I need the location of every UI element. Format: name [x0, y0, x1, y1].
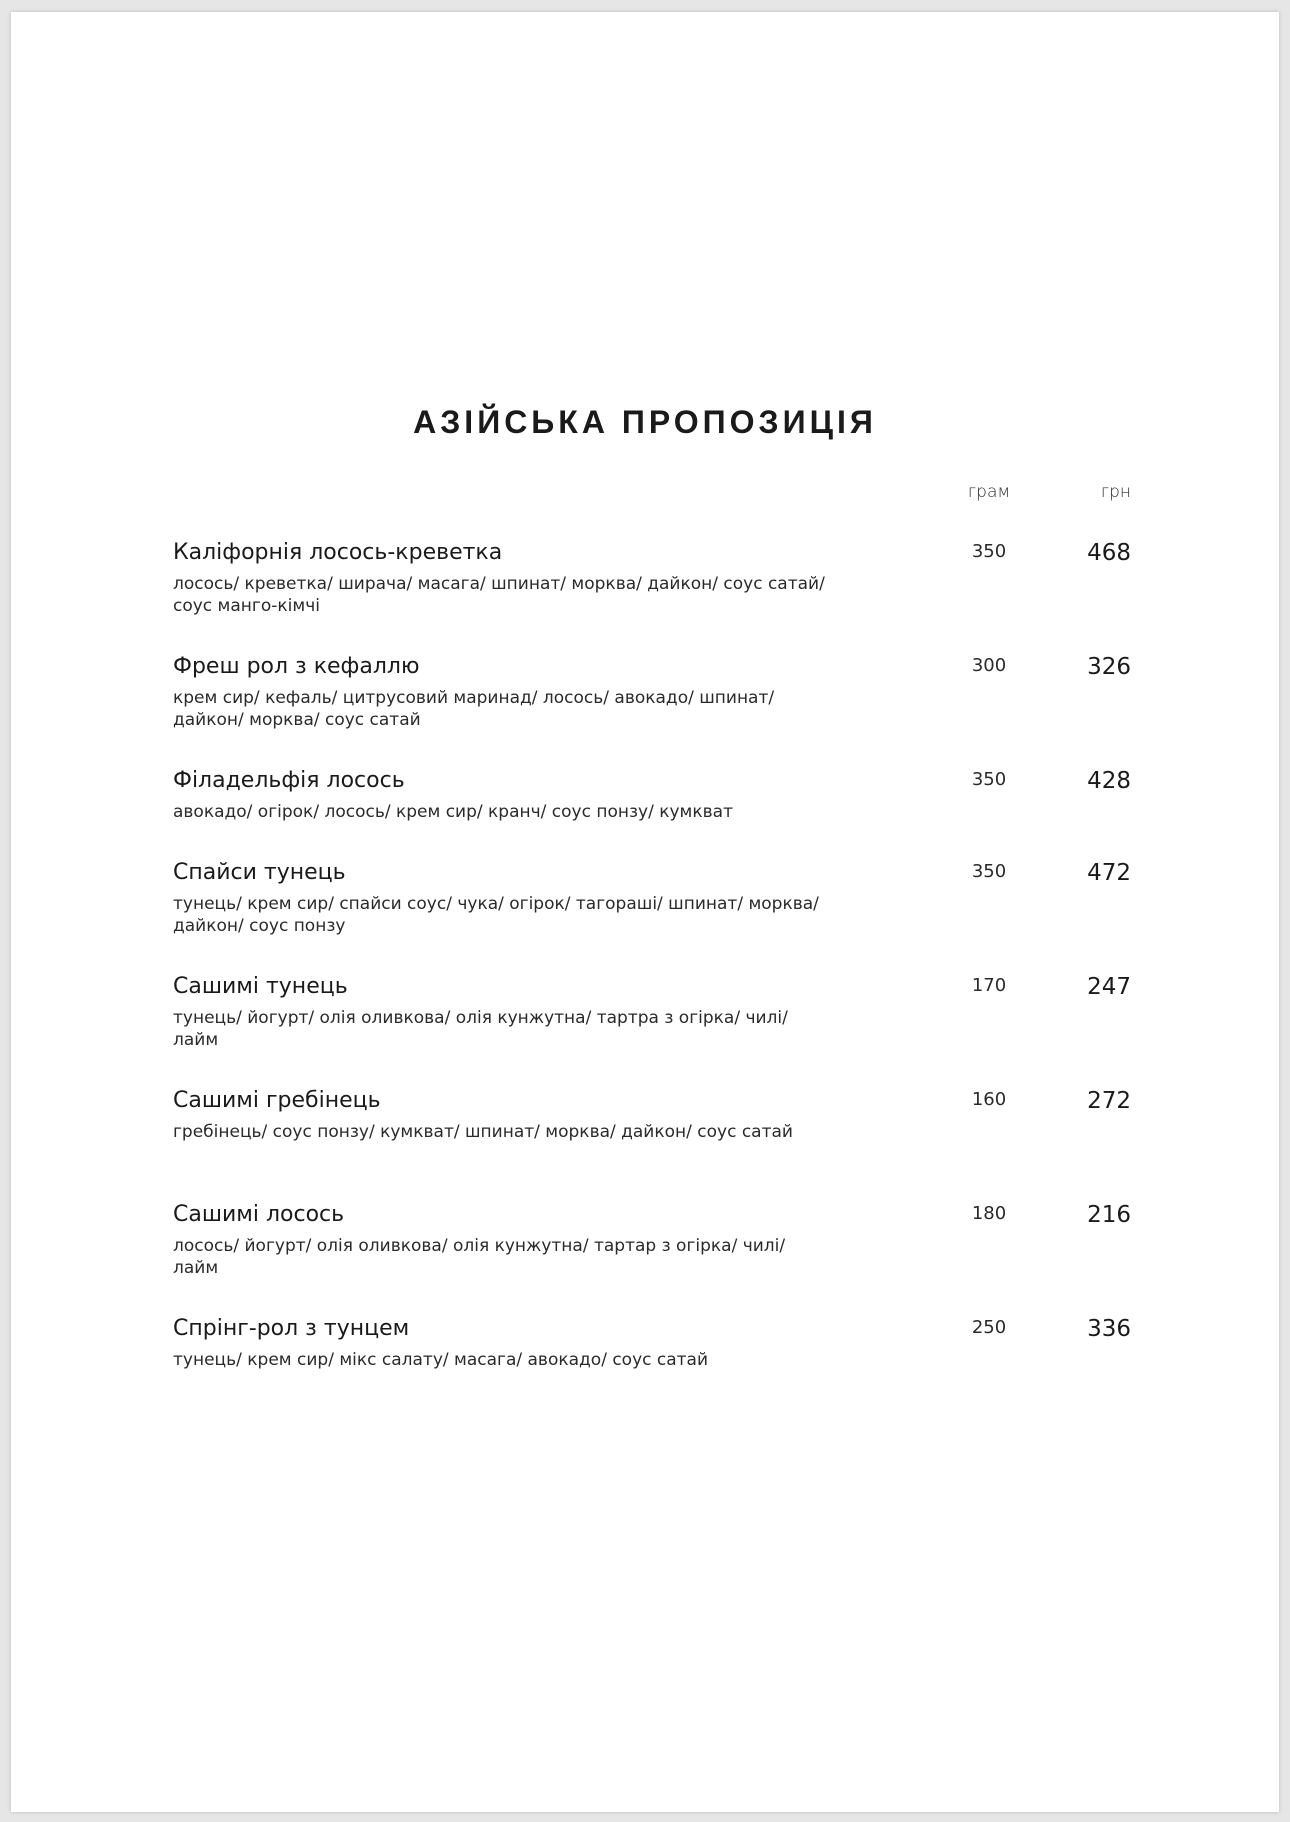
menu-item-price: 326 [1087, 654, 1131, 680]
menu-item-description: тунець/ крем сир/ мікс салату/ масага/ авокадо/ соус сатай [173, 1350, 709, 1370]
price-column-header: грн [1100, 482, 1131, 502]
menu-item-weight: 160 [971, 1089, 1007, 1110]
menu-item [173, 1201, 1133, 1279]
menu-item-price: 428 [1087, 768, 1131, 794]
menu-item-name: Фреш рол з кефаллю [173, 654, 420, 679]
menu-item [173, 653, 1133, 731]
menu-item-name: Сашимі тунець [173, 974, 348, 999]
menu-item-price: 468 [1087, 540, 1131, 566]
menu-item-weight: 170 [971, 975, 1007, 996]
menu-item [173, 1087, 1133, 1143]
page-title: АЗІЙСЬКА ПРОПОЗИЦІЯ [413, 404, 877, 440]
menu-item-price: 272 [1087, 1088, 1131, 1114]
menu-item [173, 539, 1133, 617]
menu-item-name: Філадельфія лосось [173, 768, 405, 793]
weight-column-header: грам [967, 482, 1011, 502]
menu-item-description: лосось/ йогурт/ олія оливкова/ олія кунжутна/ тартар з огірка/ чилі/ лайм [173, 1236, 786, 1278]
menu-item-weight: 350 [971, 861, 1007, 882]
menu-item-weight: 300 [971, 655, 1007, 676]
menu-item-price: 472 [1087, 860, 1131, 886]
menu-item-description: авокадо/ огірок/ лосось/ крем сир/ кранч/ соус понзу/ кумкват [173, 802, 733, 822]
menu-item-price: 336 [1087, 1316, 1131, 1342]
menu-item-name: Сашимі лосось [173, 1202, 345, 1227]
menu-item-weight: 350 [971, 769, 1007, 790]
menu-item-name: Сашимі гребінець [173, 1088, 381, 1113]
menu-item-name: Спрінг-рол з тунцем [173, 1316, 410, 1341]
menu-item-name: Каліфорнія лосось-креветка [173, 540, 503, 565]
menu-item-weight: 250 [971, 1317, 1007, 1338]
menu-item [173, 1315, 1133, 1371]
menu-page [11, 12, 1279, 1812]
menu-item [173, 973, 1133, 1051]
menu-item-price: 247 [1087, 974, 1131, 1000]
menu-item-description: лосось/ креветка/ ширача/ масага/ шпинат/ морква/ дайкон/ соус сатай/ соус манго-кімчі [173, 574, 825, 616]
menu-item-price: 216 [1087, 1202, 1131, 1228]
menu-item-description: гребінець/ соус понзу/ кумкват/ шпинат/ морква/ дайкон/ соус сатай [173, 1122, 793, 1142]
menu-item-description: крем сир/ кефаль/ цитрусовий маринад/ лосось/ авокадо/ шпинат/ дайкон/ морква/ соус сатай [173, 688, 775, 730]
menu-item [173, 859, 1133, 937]
menu-item [173, 767, 1133, 823]
menu-item-weight: 350 [971, 541, 1007, 562]
menu-item-description: тунець/ крем сир/ спайси соус/ чука/ огірок/ тагораші/ шпинат/ морква/ дайкон/ соус понзу [173, 894, 819, 936]
menu-item-name: Спайси тунець [173, 860, 346, 885]
menu-item-weight: 180 [971, 1203, 1007, 1224]
menu-item-description: тунець/ йогурт/ олія оливкова/ олія кунжутна/ тартра з огірка/ чилі/ лайм [173, 1008, 788, 1050]
